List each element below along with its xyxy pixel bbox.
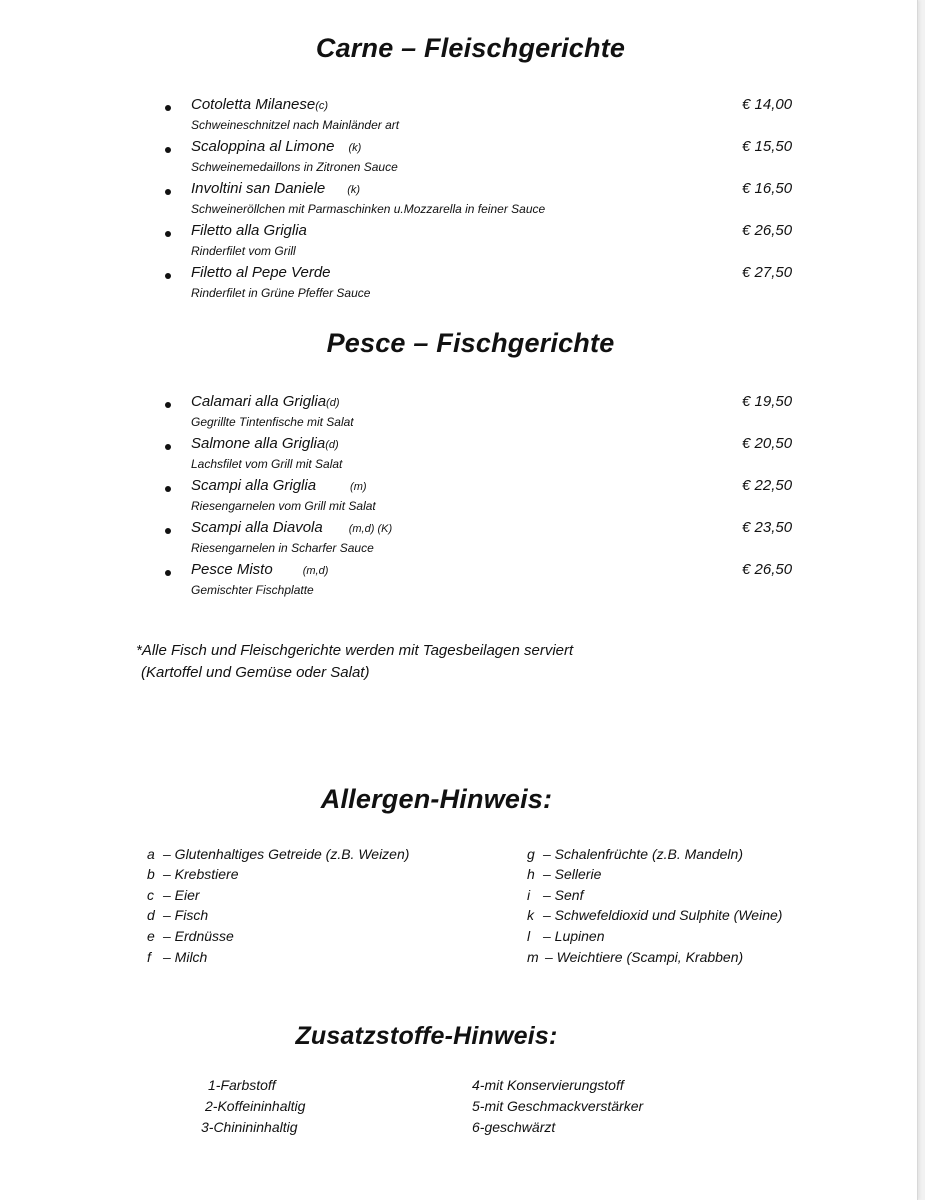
legend-item [147, 907, 208, 923]
menu-item [0, 140, 917, 180]
dish-allergens: (k) [348, 142, 362, 154]
legend-item [147, 846, 409, 862]
allergen-label: – Erdnüsse [163, 928, 234, 944]
legend-item [147, 928, 234, 944]
dish-name: Involtini san Daniele [191, 180, 326, 197]
allergen-code: d [147, 907, 155, 923]
legend-item [527, 907, 782, 923]
legend-item [527, 846, 743, 862]
additive-item: 1-Farbstoff [208, 1077, 276, 1093]
dish-allergens: (m) [350, 481, 367, 493]
dish-name-line [191, 96, 328, 113]
additive-item: 2-Koffeininhaltig [205, 1098, 306, 1114]
dish-name: Scaloppina al Limone [191, 138, 335, 155]
dish-price: € 14,00 [742, 96, 793, 113]
dish-name: Calamari alla Griglia [191, 393, 327, 410]
allergen-code: f [147, 949, 151, 965]
dish-name: Salmone alla Griglia [191, 435, 326, 452]
dish-allergens: (k) [347, 184, 361, 196]
dish-name-line [191, 519, 392, 536]
allergen-code: l [527, 928, 531, 944]
menu-item [0, 395, 917, 435]
allergen-code: h [527, 866, 535, 882]
menu-item [0, 98, 917, 138]
legend-item [527, 866, 601, 882]
dish-allergens: (d) [325, 439, 339, 451]
additive-item: 3-Chinininhaltig [201, 1119, 298, 1135]
allergen-label: – Schalenfrüchte (z.B. Mandeln) [543, 846, 743, 862]
dish-allergens: (m,d) [302, 565, 329, 577]
dish-name-line [191, 138, 361, 155]
bullet-icon [165, 486, 171, 492]
dish-price: € 22,50 [742, 477, 793, 494]
dish-name-line [191, 477, 367, 494]
bullet-icon [165, 570, 171, 576]
legend-item [147, 949, 207, 965]
side-dish-note: *Alle Fisch und Fleischgerichte werden mit Tagesbeilagen serviert [136, 642, 574, 659]
allergen-code: g [527, 846, 535, 862]
allergen-label: – Fisch [163, 907, 209, 923]
dish-name: Scampi alla Diavola [191, 519, 323, 536]
dish-allergens: (m,d) (K) [348, 523, 393, 535]
menu-item [0, 182, 917, 222]
dish-name: Scampi alla Griglia [191, 477, 317, 494]
dish-description: Riesengarnelen in Scharfer Sauce [191, 541, 374, 555]
meat-section-title: Carne – Fleischgerichte [315, 33, 626, 63]
additive-item: 6-geschwärzt [472, 1119, 556, 1135]
dish-description: Rinderfilet in Grüne Pfeffer Sauce [191, 286, 371, 300]
bullet-icon [165, 528, 171, 534]
dish-description: Schweineschnitzel nach Mainländer art [191, 118, 400, 132]
legend-item [147, 887, 200, 903]
additive-item: 5-mit Geschmackverstärker [472, 1098, 644, 1114]
dish-name: Pesce Misto [191, 561, 273, 578]
dish-name-line [191, 393, 340, 410]
dish-name-line [191, 222, 307, 239]
dish-name-line [191, 435, 339, 452]
dish-name-line [191, 561, 328, 578]
bullet-icon [165, 147, 171, 153]
dish-price: € 20,50 [742, 435, 793, 452]
allergen-label: – Milch [163, 949, 208, 965]
allergen-code: a [147, 846, 155, 862]
allergen-label: – Lupinen [543, 928, 605, 944]
dish-price: € 15,50 [742, 138, 793, 155]
dish-name: Filetto al Pepe Verde [191, 264, 331, 281]
bullet-icon [165, 402, 171, 408]
fish-section-title: Pesce – Fischgerichte [326, 328, 615, 358]
allergen-label: – Glutenhaltiges Getreide (z.B. Weizen) [163, 846, 410, 862]
allergen-label: – Weichtiere (Scampi, Krabben) [545, 949, 744, 965]
additives-section-title: Zusatzstoffe-Hinweis: [295, 1022, 558, 1050]
allergen-code: c [147, 887, 154, 903]
bullet-icon [165, 231, 171, 237]
side-dish-note-detail: (Kartoffel und Gemüse oder Salat) [141, 664, 370, 681]
allergen-label: – Schwefeldioxid und Sulphite (Weine) [543, 907, 783, 923]
dish-price: € 27,50 [742, 264, 793, 281]
allergen-code: k [527, 907, 534, 923]
bullet-icon [165, 444, 171, 450]
allergen-label: – Senf [543, 887, 584, 903]
allergen-label: – Sellerie [543, 866, 602, 882]
menu-item [0, 437, 917, 477]
legend-item [527, 887, 583, 903]
legend-item [147, 866, 238, 882]
dish-description: Gegrillte Tintenfische mit Salat [191, 415, 354, 429]
dish-description: Lachsfilet vom Grill mit Salat [191, 457, 343, 471]
menu-item [0, 563, 917, 603]
bullet-icon [165, 189, 171, 195]
dish-price: € 19,50 [742, 393, 793, 410]
dish-price: € 23,50 [742, 519, 793, 536]
dish-description: Schweinemedaillons in Zitronen Sauce [191, 160, 398, 174]
dish-description: Schweineröllchen mit Parmaschinken u.Mozzarella in feiner Sauce [191, 202, 546, 216]
allergen-section-title: Allergen-Hinweis: [320, 784, 553, 814]
dish-name: Filetto alla Griglia [191, 222, 307, 239]
dish-description: Rinderfilet vom Grill [191, 244, 296, 258]
additive-item: 4-mit Konservierungstoff [472, 1077, 624, 1093]
menu-item [0, 266, 917, 306]
allergen-label: – Krebstiere [163, 866, 239, 882]
dish-allergens: (d) [326, 397, 340, 409]
bullet-icon [165, 105, 171, 111]
legend-item [527, 928, 605, 944]
dish-name: Cotoletta Milanese [191, 96, 316, 113]
dish-name-line [191, 264, 331, 281]
bullet-icon [165, 273, 171, 279]
allergen-code: e [147, 928, 155, 944]
dish-allergens: (c) [315, 100, 329, 112]
legend-item [527, 949, 743, 965]
menu-item [0, 479, 917, 519]
dish-description: Gemischter Fischplatte [191, 583, 314, 597]
allergen-code: b [147, 866, 155, 882]
allergen-code: m [527, 949, 539, 965]
allergen-code: i [527, 887, 531, 903]
menu-item [0, 521, 917, 561]
dish-price: € 26,50 [742, 561, 793, 578]
dish-price: € 16,50 [742, 180, 793, 197]
dish-name-line [191, 180, 360, 197]
menu-item [0, 224, 917, 264]
dish-description: Riesengarnelen vom Grill mit Salat [191, 499, 376, 513]
allergen-label: – Eier [163, 887, 200, 903]
dish-price: € 26,50 [742, 222, 793, 239]
